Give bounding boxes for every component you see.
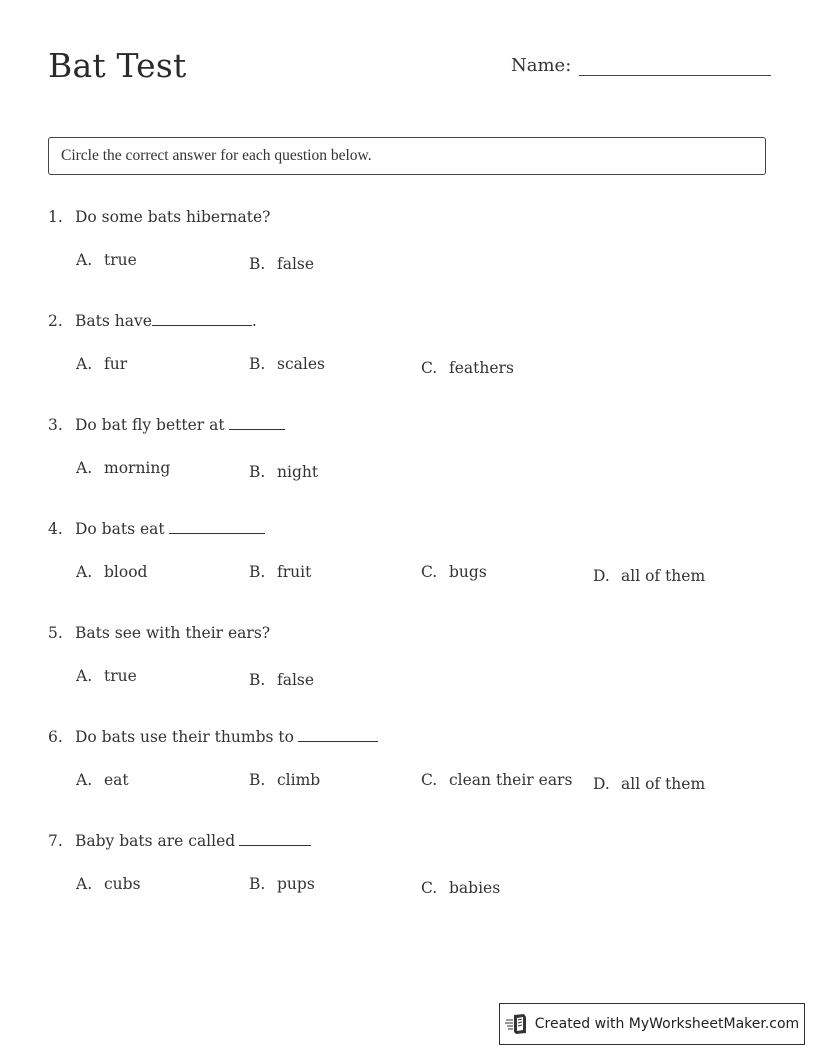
question-2 (48, 312, 788, 330)
option-6c[interactable] (421, 771, 572, 789)
question-number: 4. (48, 520, 63, 538)
option-text: true (104, 667, 137, 685)
option-5a[interactable] (76, 667, 137, 685)
option-letter: B. (249, 671, 266, 689)
question-number: 6. (48, 728, 63, 746)
option-text: all of them (621, 775, 706, 793)
option-text: all of them (621, 567, 706, 585)
option-letter: B. (249, 255, 266, 273)
option-1b[interactable] (249, 255, 314, 273)
option-6d[interactable] (593, 775, 705, 793)
option-text: climb (277, 771, 321, 789)
question-3 (48, 416, 788, 434)
option-letter: D. (593, 567, 610, 585)
option-4a[interactable] (76, 563, 147, 581)
option-letter: D. (593, 775, 610, 793)
option-4c[interactable] (421, 563, 487, 581)
question-number: 1. (48, 208, 63, 226)
option-text: babies (449, 879, 501, 897)
question-1 (48, 208, 788, 226)
instructions-box (48, 137, 766, 175)
option-text: feathers (449, 359, 514, 377)
option-7b[interactable] (249, 875, 315, 893)
option-2a[interactable] (76, 355, 127, 373)
question-number: 7. (48, 832, 63, 850)
option-letter: A. (76, 771, 93, 789)
option-7a[interactable] (76, 875, 141, 893)
option-text: false (277, 671, 315, 689)
option-letter: B. (249, 563, 266, 581)
option-text: blood (104, 563, 148, 581)
option-letter: B. (249, 355, 266, 373)
answer-blank (152, 324, 252, 326)
option-letter: A. (76, 875, 93, 893)
option-letter: A. (76, 667, 93, 685)
page-title: Bat Test (48, 46, 187, 85)
option-6a[interactable] (76, 771, 129, 789)
question-text: Do bats use their thumbs to (75, 728, 294, 746)
answer-blank (229, 428, 285, 430)
option-text: bugs (449, 563, 487, 581)
option-letter: C. (421, 359, 438, 377)
name-label: Name: (511, 55, 572, 76)
question-text: Do bats eat (75, 520, 165, 538)
answer-blank (298, 740, 378, 742)
option-2c[interactable] (421, 359, 514, 377)
worksheet-maker-logo-icon (505, 1013, 529, 1035)
option-letter: A. (76, 459, 93, 477)
option-text: fruit (277, 563, 312, 581)
option-letter: A. (76, 355, 93, 373)
question-6 (48, 728, 788, 746)
option-letter: B. (249, 771, 266, 789)
created-with-badge[interactable] (499, 1003, 805, 1045)
option-7c[interactable] (421, 879, 500, 897)
question-4 (48, 520, 788, 538)
question-5 (48, 624, 788, 642)
question-number: 3. (48, 416, 63, 434)
question-text: Do bat fly better at (75, 416, 225, 434)
footer-text: Created with MyWorksheetMaker.com (534, 1016, 800, 1032)
option-letter: A. (76, 251, 93, 269)
name-blank-line[interactable] (579, 51, 771, 76)
option-text: false (277, 255, 315, 273)
question-text: Baby bats are called (75, 832, 236, 850)
option-3a[interactable] (76, 459, 170, 477)
answer-blank (169, 532, 265, 534)
question-number: 5. (48, 624, 63, 642)
option-text: fur (104, 355, 128, 373)
option-letter: B. (249, 875, 266, 893)
option-letter: A. (76, 563, 93, 581)
option-4b[interactable] (249, 563, 311, 581)
question-text: Bats see with their ears? (75, 624, 271, 642)
answer-blank (239, 844, 311, 846)
option-letter: C. (421, 771, 438, 789)
option-letter: C. (421, 563, 438, 581)
option-letter: B. (249, 463, 266, 481)
question-suffix: . (251, 312, 257, 330)
question-number: 2. (48, 312, 63, 330)
option-4d[interactable] (593, 567, 705, 585)
question-text: Bats have (75, 312, 152, 330)
option-1a[interactable] (76, 251, 137, 269)
option-5b[interactable] (249, 671, 314, 689)
option-text: pups (277, 875, 315, 893)
option-3b[interactable] (249, 463, 318, 481)
option-text: morning (104, 459, 171, 477)
option-text: eat (104, 771, 129, 789)
option-text: clean their ears (449, 771, 573, 789)
option-text: cubs (104, 875, 141, 893)
instructions-text: Circle the correct answer for each question below. (61, 147, 372, 164)
option-2b[interactable] (249, 355, 325, 373)
question-7 (48, 832, 788, 850)
name-field-group (511, 51, 771, 76)
question-text: Do some bats hibernate? (75, 208, 271, 226)
option-text: true (104, 251, 137, 269)
option-text: night (277, 463, 319, 481)
option-letter: C. (421, 879, 438, 897)
option-6b[interactable] (249, 771, 320, 789)
option-text: scales (277, 355, 325, 373)
